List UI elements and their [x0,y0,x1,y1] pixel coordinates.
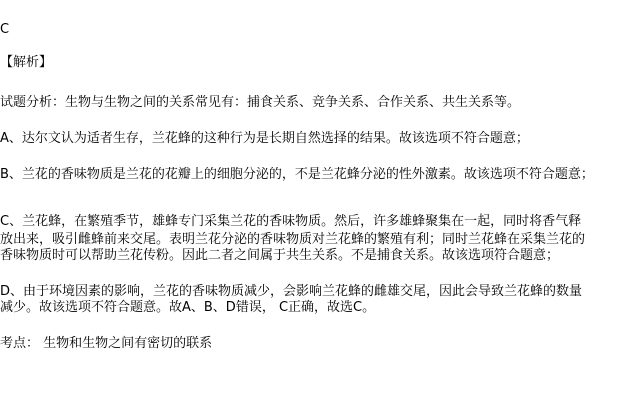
option-b-explanation: B、兰花的香味物质是兰花的花瓣上的细胞分泌的，不是兰花蜂分泌的性外激素。故该选项不符合题意； [0,167,594,182]
analysis-paragraph: 试题分析：生物与生物之间的关系常见有：捕食关系、竞争关系、合作关系、共生关系等。 [0,95,521,110]
section-title: 【解析】 [0,55,53,70]
option-d-explanation-line-1: D、由于环境因素的影响，兰花的香味物质减少，会影响兰花蜂的雌雄交尾，因此会导致兰花蜂的数量 [0,284,583,299]
key-point: 考点： 生物和生物之间有密切的联系 [0,336,213,351]
option-c-explanation-line-3: 香味物质时可以帮助兰花传粉。因此二者之间属于共生关系。不是捕食关系。故该选项符合题意； [0,248,560,263]
option-d-explanation-line-2: 减少。故该选项不符合题意。故A、B、D错误， C正确，故选C。 [0,300,376,315]
option-c-explanation-line-2: 放出来，吸引雌蜂前来交尾。表明兰花分泌的香味物质对兰花蜂的繁殖有利；同时兰花蜂在采集兰花的 [0,232,586,247]
answer-letter: C [0,22,10,37]
option-a-explanation: A、达尔文认为适者生存，兰花蜂的这种行为是长期自然选择的结果。故该选项不符合题意； [0,131,529,146]
option-c-explanation-line-1: C、兰花蜂，在繁殖季节，雄蜂专门采集兰花的香味物质。然后，许多雄蜂聚集在一起，同时将香气释 [0,214,582,229]
